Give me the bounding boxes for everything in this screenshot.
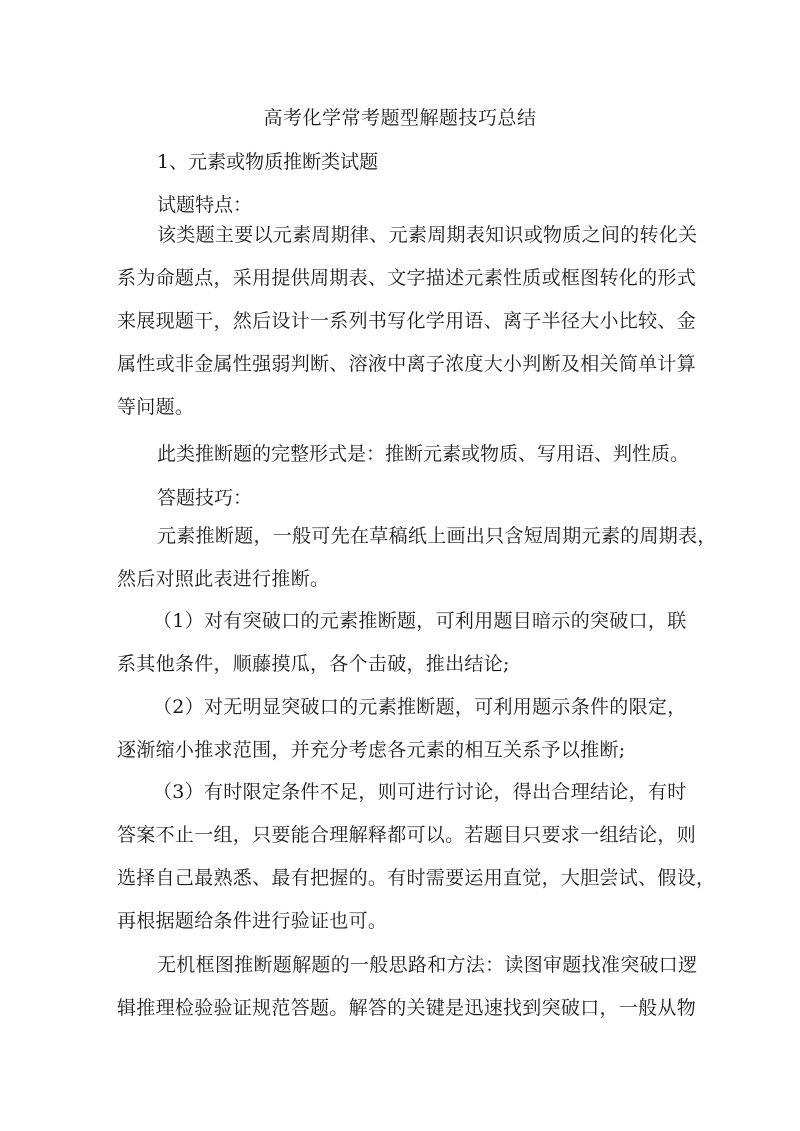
- features-label: 试题特点：: [157, 194, 253, 216]
- paragraph-line: 辑推理检验验证规范答题。解答的关键是迅速找到突破口，一般从物: [117, 997, 697, 1019]
- paragraph-line: 再根据题给条件进行验证也可。: [117, 910, 388, 932]
- section-heading: 1、元素或物质推断类试题: [157, 151, 379, 173]
- element-inference-paragraph: [117, 515, 717, 601]
- list-item-1: [117, 600, 687, 686]
- paragraph-line: 系为命题点，采用提供周期表、文字描述元素性质或框图转化的形式: [117, 267, 697, 289]
- list-item-2: [117, 686, 687, 772]
- list-item-3: [117, 771, 716, 943]
- paragraph-line: 选择自己最熟悉、最有把握的。有时需要运用直觉，大胆尝试、假设，: [117, 867, 716, 889]
- paragraph-line: （3）有时限定条件不足，则可进行讨论，得出合理结论，有时: [153, 781, 687, 803]
- paragraph-line: 答案不止一组，只要能合理解释都可以。若题目只要求一组结论，则: [117, 824, 697, 846]
- inorganic-paragraph: [117, 944, 698, 1030]
- paragraph-line: 逐渐缩小推求范围，并充分考虑各元素的相互关系予以推断;: [117, 739, 626, 761]
- paragraph-line: 系其他条件，顺藤摸瓜，各个击破，推出结论;: [117, 653, 510, 675]
- features-paragraph: [117, 214, 698, 429]
- paragraph-line: 来展现题干，然后设计一系列书写化学用语、离子半径大小比较、金: [117, 310, 697, 332]
- document-title: 高考化学常考题型解题技巧总结: [263, 107, 537, 129]
- paragraph-line: 属性或非金属性强弱判断、溶液中离子浓度大小判断及相关简单计算: [117, 353, 697, 375]
- paragraph-line: 等问题。: [117, 396, 195, 418]
- paragraph-line: （1）对有突破口的元素推断题，可利用题目暗示的突破口，联: [153, 610, 687, 632]
- paragraph-line: 元素推断题，一般可先在草稿纸上画出只含短周期元素的周期表，: [157, 525, 717, 547]
- paragraph-line: （2）对无明显突破口的元素推断题，可利用题示条件的限定，: [153, 696, 687, 718]
- paragraph-line: 该类题主要以元素周期律、元素周期表知识或物质之间的转化关: [157, 224, 698, 246]
- paragraph-line: 无机框图推断题解题的一般思路和方法：读图审题找准突破口逻: [157, 954, 698, 976]
- paragraph-line: 然后对照此表进行推断。: [117, 568, 330, 590]
- complete-form-paragraph: 此类推断题的完整形式是：推断元素或物质、写用语、判性质。: [157, 443, 690, 465]
- tips-label: 答题技巧：: [157, 487, 253, 509]
